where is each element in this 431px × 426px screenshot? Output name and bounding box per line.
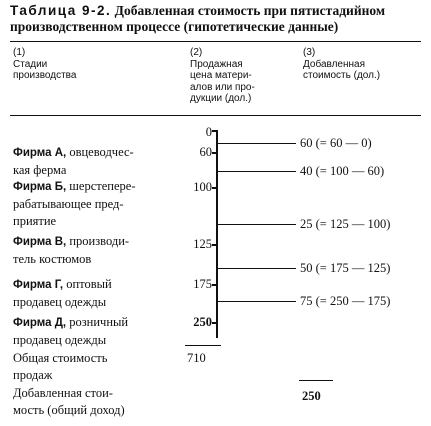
- connector-va-5: [218, 301, 296, 302]
- firm-a-row: Фирма А, овцеводчес- кая ферма: [13, 145, 134, 177]
- price-175: 175: [193, 277, 212, 291]
- connector-va-2: [218, 171, 296, 172]
- connector-va-4: [218, 268, 296, 269]
- title-line-1: [10, 3, 385, 19]
- firm-v-row: Фирма В, производи- тель костюмов: [13, 234, 130, 266]
- value-added-b: 40 (= 100 — 60): [300, 164, 385, 178]
- value-added-g: 50 (= 175 — 125): [300, 261, 391, 275]
- total-sales-value: 710: [187, 351, 206, 365]
- total-sales-label: Общая стоимость продаж: [13, 351, 108, 382]
- title-line-2: производственном процессе (гипотетические данные): [10, 19, 339, 34]
- tick-125: [212, 244, 218, 246]
- tick-175: [212, 284, 218, 286]
- price-100: 100: [193, 180, 212, 194]
- column-header-stages: (1) Стадии производства: [13, 47, 77, 81]
- firm-b-row: Фирма Б, шерстепере- рабатывающее пред- приятие: [13, 179, 136, 228]
- price-125: 125: [193, 237, 212, 251]
- tick-100: [212, 187, 218, 189]
- value-added-a: 60 (= 60 — 0): [300, 136, 372, 150]
- table-title: [10, 3, 385, 35]
- value-added-d: 75 (= 250 — 175): [300, 294, 391, 308]
- connector-va-1: [218, 143, 296, 144]
- value-added-v: 25 (= 125 — 100): [300, 217, 391, 231]
- firm-d-row: Фирма Д, розничный продавец одежды: [13, 315, 129, 347]
- tick-250: [212, 322, 218, 324]
- column-header-price: (2) Продажная цена матери- алов или про- дукции (дол.): [190, 47, 255, 104]
- tick-60: [212, 152, 218, 154]
- sales-sum-rule: [185, 345, 221, 346]
- table-label: Таблица 9-2.: [10, 3, 112, 18]
- firm-g-row: Фирма Г, оптовый продавец одежды: [13, 277, 112, 309]
- header-top-rule: [10, 41, 421, 42]
- price-60: 60: [199, 145, 212, 159]
- title-text: Добавленная стоимость при пятистадийном: [114, 3, 386, 18]
- tick-0: [212, 130, 218, 132]
- value-added-sum-rule: [299, 380, 333, 381]
- price-250: 250: [193, 315, 212, 329]
- price-0: 0: [205, 125, 212, 139]
- column-header-value-added: (3) Добавленная стоимость (дол.): [303, 47, 381, 81]
- connector-va-3: [218, 224, 296, 225]
- total-value-added-value: 250: [302, 389, 321, 403]
- bracket-line: [216, 130, 218, 338]
- total-value-added-label: Добавленная стои- мость (общий доход): [13, 386, 125, 417]
- header-bottom-rule: [10, 115, 421, 116]
